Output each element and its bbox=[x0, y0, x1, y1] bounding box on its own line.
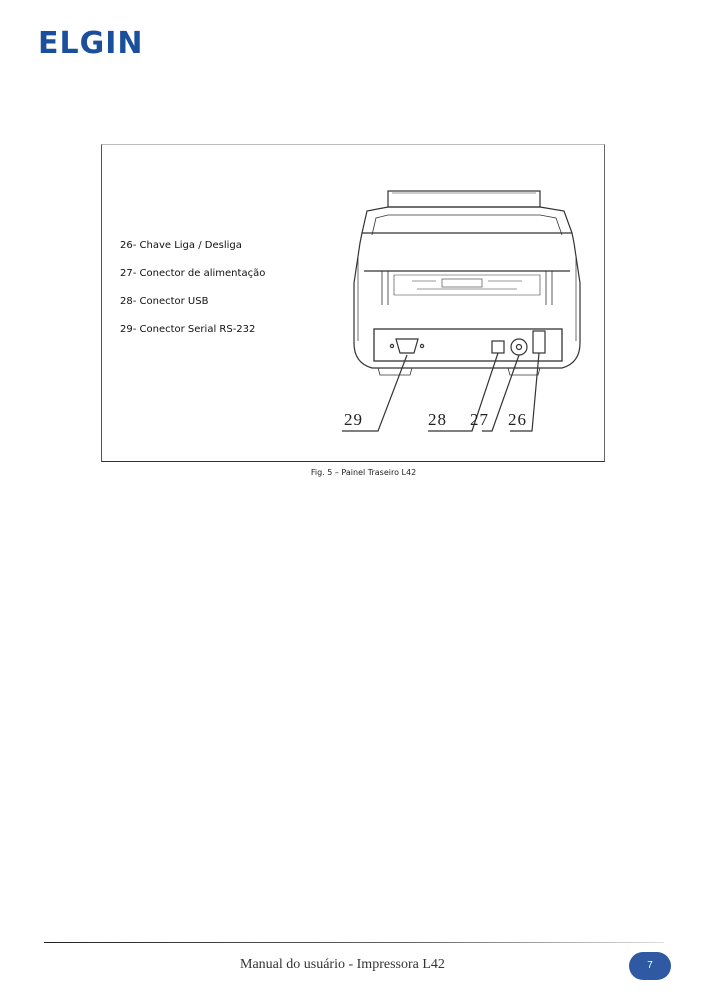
figure-legend bbox=[120, 240, 265, 352]
legend-item-29: 29- Conector Serial RS-232 bbox=[120, 324, 256, 335]
legend-item-26: 26- Chave Liga / Desliga bbox=[120, 240, 242, 251]
figure-frame bbox=[101, 144, 605, 462]
legend-item-28: 28- Conector USB bbox=[120, 296, 209, 307]
printer-rear-drawing bbox=[332, 163, 592, 443]
footer-title: Manual do usuário - Impressora L42 bbox=[240, 957, 445, 972]
footer-divider bbox=[44, 942, 664, 943]
figure-caption: Fig. 5 – Painel Traseiro L42 bbox=[310, 468, 417, 477]
legend-item-27: 27- Conector de alimentação bbox=[120, 268, 266, 279]
callout-29: 29 bbox=[344, 410, 363, 429]
callout-26: 26 bbox=[508, 410, 527, 429]
callout-28: 28 bbox=[428, 410, 447, 429]
elgin-logo: ELGIN bbox=[38, 26, 144, 61]
callout-27: 27 bbox=[470, 410, 489, 429]
page-number-badge: 7 bbox=[629, 952, 671, 980]
